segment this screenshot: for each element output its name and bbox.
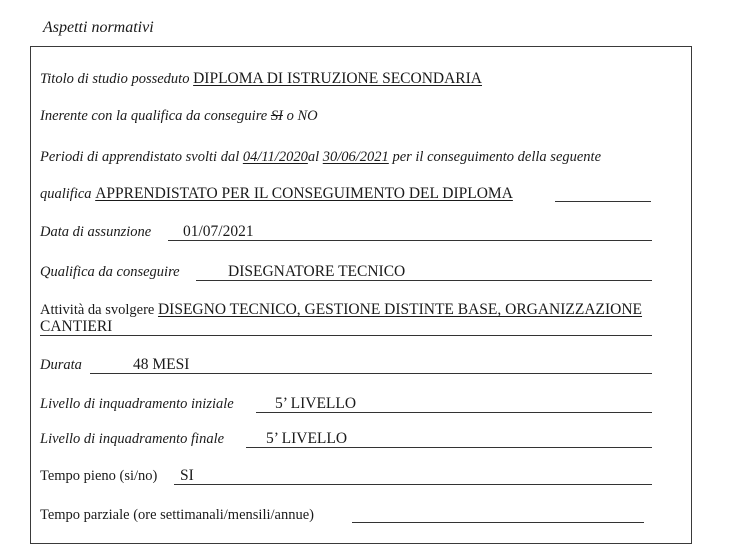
field-label: Tempo pieno (si/no) xyxy=(40,468,158,484)
field-periodi xyxy=(40,148,601,166)
livello-iniziale-value[interactable]: 5’ LIVELLO xyxy=(275,395,357,412)
date-from[interactable]: 04/11/2020 xyxy=(242,149,308,165)
field-assunzione xyxy=(40,223,151,241)
durata-value[interactable]: 48 MESI xyxy=(133,356,190,373)
fill-line xyxy=(352,522,644,523)
field-label: Inerente con la qualifica da conseguire xyxy=(40,108,268,124)
field-attivita xyxy=(40,301,642,319)
field-durata xyxy=(40,356,82,374)
fill-line xyxy=(90,373,652,374)
fill-line xyxy=(174,484,652,485)
field-value[interactable]: DIPLOMA DI ISTRUZIONE SECONDARIA xyxy=(193,70,482,87)
fill-line xyxy=(555,201,651,202)
assunzione-value[interactable]: 01/07/2021 xyxy=(183,223,254,240)
option-separator: o xyxy=(286,108,294,124)
tempo-pieno-value[interactable]: SI xyxy=(180,467,194,484)
field-label: Durata xyxy=(40,357,82,373)
fill-line xyxy=(256,412,652,413)
field-suffix: per il conseguimento della seguente xyxy=(392,149,602,165)
field-label: Livello di inquadramento iniziale xyxy=(40,396,234,412)
field-value-line1[interactable]: DISEGNO TECNICO, GESTIONE DISTINTE BASE, ORGANIZZAZIONE xyxy=(157,301,643,318)
field-label: Qualifica da conseguire xyxy=(40,264,180,280)
fill-line xyxy=(40,335,652,336)
field-qualifica-cont xyxy=(40,185,513,203)
field-titolo xyxy=(40,70,482,88)
option-no[interactable]: NO xyxy=(297,108,318,124)
field-label: qualifica xyxy=(40,186,92,202)
field-label: Attività da svolgere xyxy=(40,302,155,318)
qualifica-value[interactable]: DISEGNATORE TECNICO xyxy=(228,263,406,280)
field-tempo-parziale xyxy=(40,506,314,524)
field-inerente xyxy=(40,107,318,125)
field-tempo-pieno xyxy=(40,467,157,485)
field-livello-iniziale xyxy=(40,395,234,413)
field-value[interactable]: APPRENDISTATO PER IL CONSEGUIMENTO DEL DIPLOMA xyxy=(95,185,513,202)
field-label: Periodi di apprendistato svolti dal xyxy=(40,149,240,165)
field-label: Tempo parziale (ore settimanali/mensili/annue) xyxy=(40,507,314,523)
fill-line xyxy=(196,280,652,281)
livello-finale-value[interactable]: 5’ LIVELLO xyxy=(266,430,348,447)
option-si[interactable]: SI xyxy=(270,108,283,124)
fill-line xyxy=(246,447,652,448)
field-qualifica-conseguire xyxy=(40,263,180,281)
section-heading: Aspetti normativi xyxy=(43,19,154,36)
field-livello-finale xyxy=(40,430,224,448)
date-to[interactable]: 30/06/2021 xyxy=(322,149,389,165)
attivita-value-line2[interactable]: CANTIERI xyxy=(40,318,113,335)
field-connector: al xyxy=(307,149,320,165)
field-label: Livello di inquadramento finale xyxy=(40,431,225,447)
field-label: Data di assunzione xyxy=(40,224,152,240)
field-label: Titolo di studio posseduto xyxy=(40,71,190,87)
fill-line xyxy=(168,240,652,241)
